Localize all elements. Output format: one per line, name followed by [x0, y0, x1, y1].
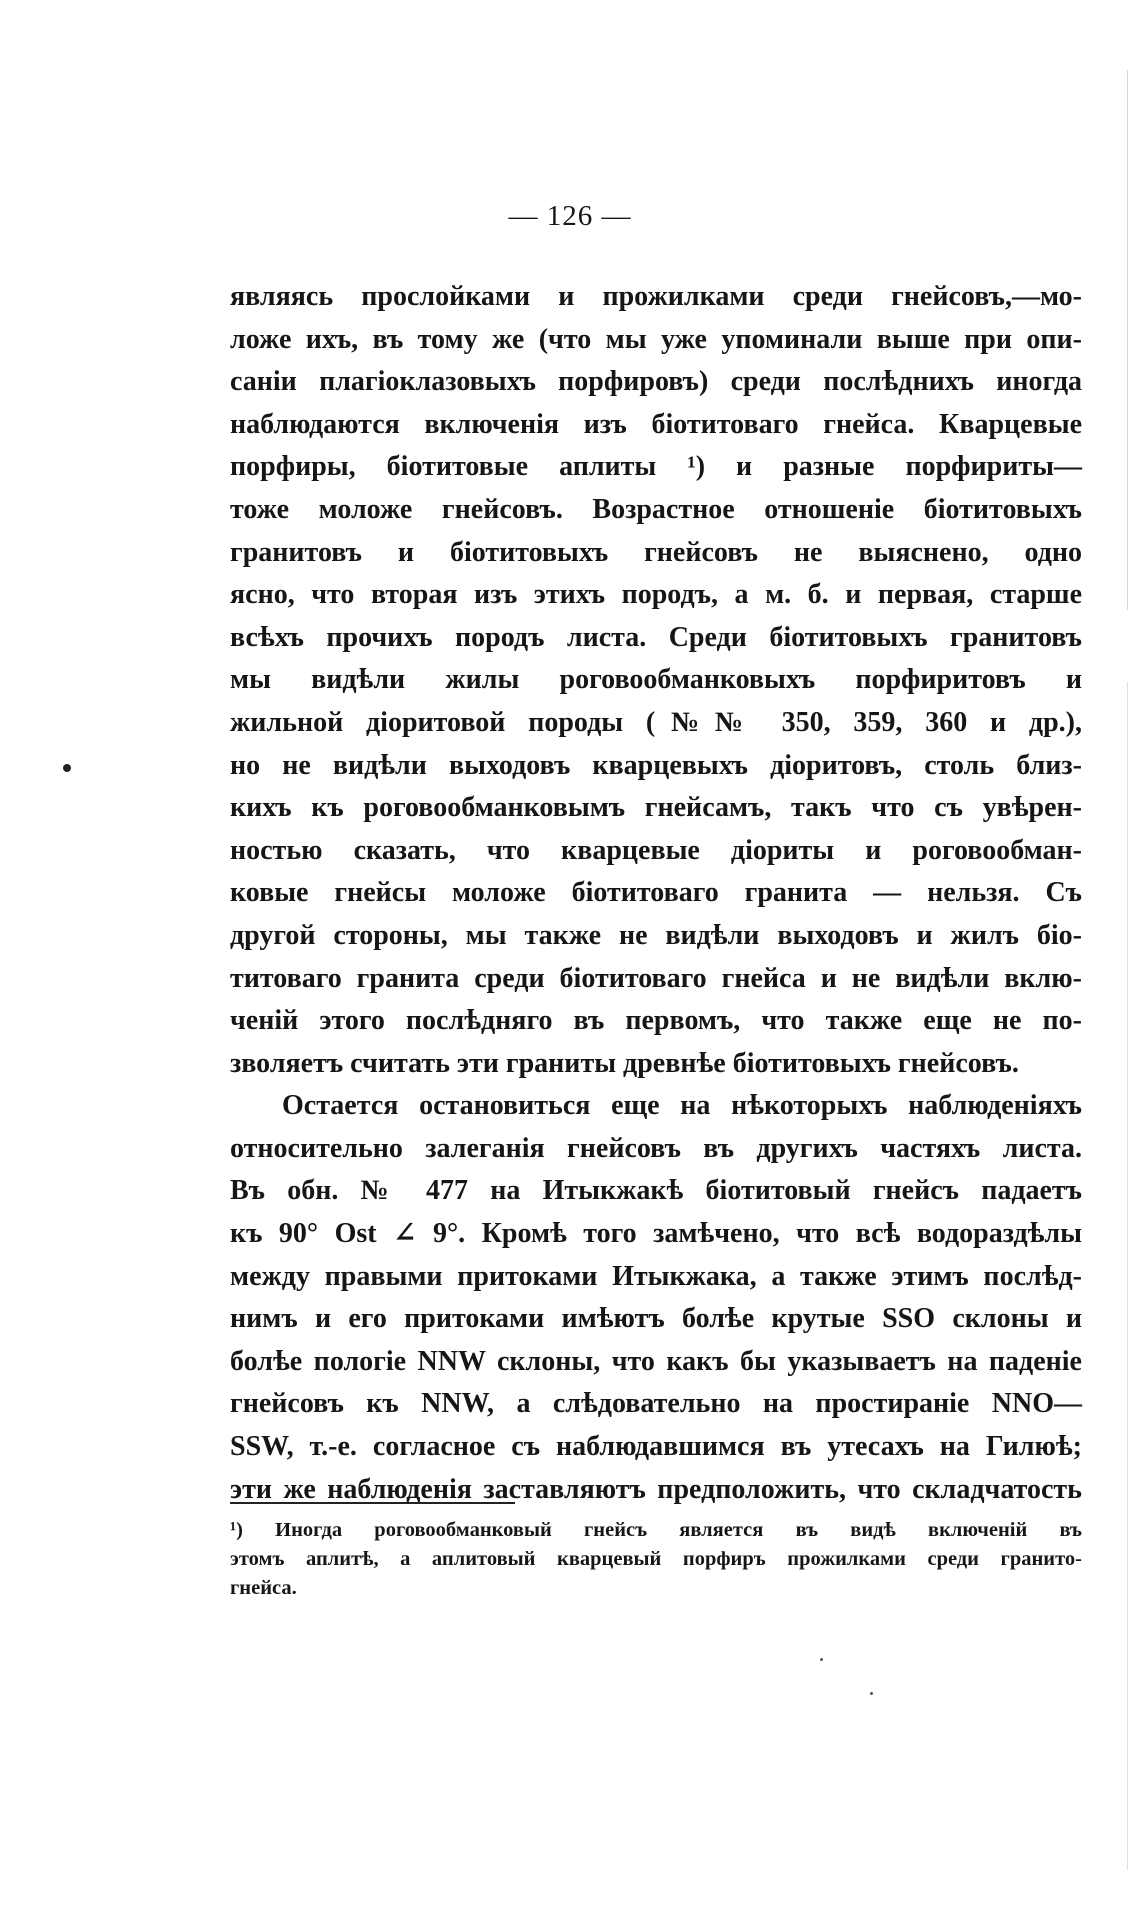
body-line: ковые гнейсы моложе біотитоваго гранита — нельзя. Съ [230, 877, 1082, 909]
body-line: другой стороны, мы также не видѣли выходовъ и жилъ біо- [230, 919, 1082, 951]
body-line: ложе ихъ, въ тому же (что мы уже упоминали выше при опи- [230, 323, 1082, 355]
body-line: SSW, т.-е. согласное съ наблюдавшимся въ утесахъ на Гилюѣ; [230, 1431, 1082, 1463]
footnote-line: ¹) Иногда роговообманковый гнейсъ является въ видѣ включеній въ [230, 1519, 1082, 1541]
body-line: относительно залеганія гнейсовъ въ другихъ частяхъ листа. [230, 1132, 1082, 1164]
body-line: къ 90° Ost ∠ 9°. Кромѣ того замѣчено, что всѣ водораздѣлы [230, 1218, 1082, 1250]
body-line: ностью сказать, что кварцевые діориты и роговообман- [230, 834, 1082, 866]
body-line: титоваго гранита среди біотитоваго гнейса и не видѣли вклю- [230, 962, 1082, 994]
body-line: ясно, что вторая изъ этихъ породъ, а м. б. и первая, старше [230, 579, 1082, 611]
footnote [230, 1516, 1082, 1603]
body-line: Въ обн. № 477 на Итыкжакѣ біотитовый гнейсъ падаетъ [230, 1175, 1082, 1207]
body-line: порфиры, біотитовые аплиты ¹) и разные порфириты— [230, 451, 1082, 483]
body-text [230, 276, 1082, 1511]
body-line: нимъ и его притоками имѣютъ болѣе крутые SSO склоны и [230, 1303, 1082, 1335]
footnote-separator [230, 1502, 515, 1504]
footnote-line: гнейса. [230, 1577, 297, 1599]
body-line: зволяетъ считать эти граниты древнѣе біотитовыхъ гнейсовъ. [230, 1047, 1019, 1079]
body-line: гнейсовъ къ NNW, а слѣдовательно на простираніе NNO— [230, 1388, 1082, 1420]
page-number: — 126 — [508, 200, 632, 232]
body-line: но не видѣли выходовъ кварцевыхъ діоритовъ, столь близ- [230, 749, 1082, 781]
margin-ink-dot [63, 764, 71, 772]
body-line: саніи плагіоклазовыхъ порфировъ) среди послѣднихъ иногда [230, 366, 1082, 398]
page-edge-shadow [1127, 70, 1128, 1870]
body-line: наблюдаются включенія изъ біотитоваго гнейса. Кварцевые [230, 408, 1082, 440]
body-line: Остается остановиться еще на нѣкоторыхъ наблюденіяхъ [282, 1090, 1082, 1122]
body-line: ченій этого послѣдняго въ первомъ, что также еще не по- [230, 1005, 1082, 1037]
body-line: являясь прослойками и прожилками среди гнейсовъ,—мо- [230, 281, 1082, 312]
body-line: кихъ къ роговообманковымъ гнейсамъ, такъ что съ увѣрен- [230, 792, 1082, 824]
body-line: тоже моложе гнейсовъ. Возрастное отношеніе біотитовыхъ [230, 493, 1082, 525]
footnote-line: этомъ аплитѣ, а аплитовый кварцевый порфиръ прожилками среди гранито- [230, 1548, 1082, 1570]
body-line: эти же наблюденія заставляютъ предположить, что складчатость [230, 1473, 1082, 1505]
body-line: всѣхъ прочихъ породъ листа. Среди біотитовыхъ гранитовъ [230, 621, 1082, 653]
body-line: мы видѣли жилы роговообманковыхъ порфиритовъ и [230, 664, 1082, 696]
body-line: болѣе пологіе NNW склоны, что какъ бы указываетъ на паденіе [230, 1345, 1082, 1377]
ink-speck [870, 1692, 873, 1695]
body-line: жильной діоритовой породы (№№ 350, 359, 360 и др.), [230, 706, 1082, 738]
ink-speck [820, 1658, 823, 1661]
body-line: между правыми притоками Итыкжака, а также этимъ послѣд- [230, 1260, 1082, 1292]
body-line: гранитовъ и біотитовыхъ гнейсовъ не выяснено, одно [230, 536, 1082, 568]
